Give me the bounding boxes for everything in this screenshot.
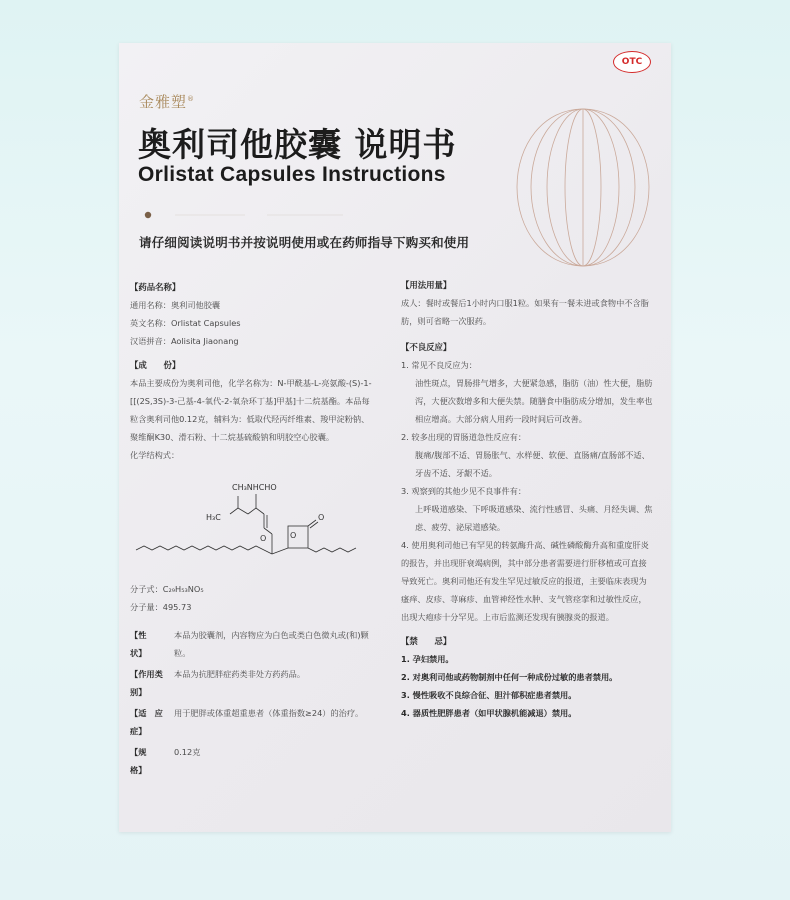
usage-text: 成人：餐时或餐后1小时内口服1粒。如果有一餐未进或食物中不含脂肪，则可省略一次服药。 <box>401 298 649 326</box>
full-moon-icon <box>145 212 151 218</box>
struct-label-o-carbonyl: O <box>318 513 325 522</box>
crescent-moon-icon <box>257 211 261 219</box>
adverse-item-head: 2. 较多出现的胃肠道急性反应有： <box>401 432 527 442</box>
structure-label: 化学结构式： <box>130 450 180 460</box>
brand-name: 金雅塑 <box>139 93 188 111</box>
instruction-sheet <box>119 43 671 832</box>
capsule-outline-decoration <box>513 105 653 270</box>
drug-name-title: 【药品名称】 <box>130 282 181 292</box>
brand-registered-mark: ® <box>187 95 196 103</box>
contra-item: 3. 慢性吸收不良综合征、胆汁郁积症患者禁用。 <box>401 690 577 700</box>
adverse-title: 【不良反应】 <box>401 342 452 352</box>
struct-label-o-ester: O <box>260 534 267 543</box>
category-value: 本品为抗肥胖症药类非处方药药品。 <box>174 669 306 679</box>
contra-item: 1. 孕妇禁用。 <box>401 654 454 664</box>
adverse-item-body: 上呼吸道感染、下呼吸道感染、流行性感冒、头痛、月经失调、焦虑、疲劳、泌尿道感染。 <box>415 504 653 532</box>
indication-row <box>130 704 375 740</box>
properties-label: 【性 状】 <box>130 630 163 658</box>
adverse-item-head: 1. 常见不良反应为： <box>401 360 477 370</box>
properties-row <box>130 626 375 662</box>
molecular-weight: 分子量：495.73 <box>130 602 192 612</box>
otc-badge: OTC <box>613 51 651 73</box>
drug-pinyin-name: 汉语拼音：Aolisita Jiaonang <box>130 336 239 346</box>
drug-common-name: 通用名称：奥利司他胶囊 <box>130 300 221 310</box>
brand-logo <box>139 91 195 112</box>
category-row <box>130 665 375 701</box>
properties-value: 本品为胶囊剂，内容物应为白色或类白色微丸或(和)颗粒。 <box>174 630 369 658</box>
right-column <box>401 276 654 722</box>
contra-title: 【禁 忌】 <box>401 636 452 646</box>
contra-item: 4. 器质性肥胖患者（如甲状腺机能减退）禁用。 <box>401 708 577 718</box>
adverse-item-body: 腹痛/腹部不适、胃肠胀气、水样便、软便、直肠痛/直肠部不适、牙齿不适、牙龈不适。 <box>415 450 650 478</box>
spec-label: 【规 格】 <box>130 747 163 775</box>
usage-title: 【用法用量】 <box>401 280 452 290</box>
indication-value: 用于肥胖或体重超重患者（体重指数≥24）的治疗。 <box>174 708 364 718</box>
spec-value: 0.12克 <box>174 747 201 757</box>
chemical-structure-diagram <box>130 468 370 574</box>
left-column <box>130 278 375 779</box>
ingredients-title: 【成 份】 <box>130 360 181 370</box>
title-chinese: 奥利司他胶囊 说明书 <box>138 125 457 164</box>
struct-label-nhcho: CH₃NHCHO <box>232 483 277 492</box>
contra-item: 2. 对奥利司他或药物制剂中任何一种成份过敏的患者禁用。 <box>401 672 618 682</box>
adverse-item-head: 4. 使用奥利司他已有罕见的转氨酶升高、碱性磷酸酶升高和重度肝炎的报告，并出现肝衰竭病例，其中部分患者需要进行肝移植或可直接导致死亡。奥利司他还有发生罕见过敏反应的报道，主要临床表现为瘙痒、皮疹、荨麻疹、血管神经性水肿、支气管痉挛和过敏性反应，出现大疱疹十分罕见。上市后监测还发现有胰腺炎的报道。 <box>401 540 649 622</box>
moon-phase-decoration <box>143 208 343 222</box>
indication-label: 【适 应 症】 <box>130 708 171 736</box>
spec-row <box>130 743 375 779</box>
molecular-formula: 分子式：C₂₉H₅₃NO₅ <box>130 584 204 594</box>
usage-notice: 请仔细阅读说明书并按说明使用或在药师指导下购买和使用 <box>139 235 470 250</box>
drug-english-name: 英文名称：Orlistat Capsules <box>130 318 241 328</box>
adverse-item-body: 油性斑点，胃肠排气增多，大便紧急感，脂肪（油）性大便，脂肪泻，大便次数增多和大便失禁。随膳食中脂肪成分增加，发生率也相应增高。大部分病人用药一段时间后可改善。 <box>415 378 653 424</box>
struct-label-o-ring: O <box>290 531 297 540</box>
ingredients-text: 本品主要成份为奥利司他，化学名称为：N-甲酰基-L-亮氨酸-(S)-1-[[(2S,3S)-3-己基-4-氧代-2-氧杂环丁基]甲基]十二烷基酯。本品每粒含奥利司他0.12克，辅料为：低取代羟丙纤维素、羧甲淀粉钠、聚维酮K30、滑石粉、十二烷基硫酸钠和明胶空心胶囊。 <box>130 378 372 442</box>
struct-label-h3c: H₃C <box>206 513 221 522</box>
category-label: 【作用类别】 <box>130 669 163 697</box>
adverse-item-head: 3. 观察到的其他少见不良事件有： <box>401 486 527 496</box>
title-english: Orlistat Capsules Instructions <box>138 163 446 186</box>
